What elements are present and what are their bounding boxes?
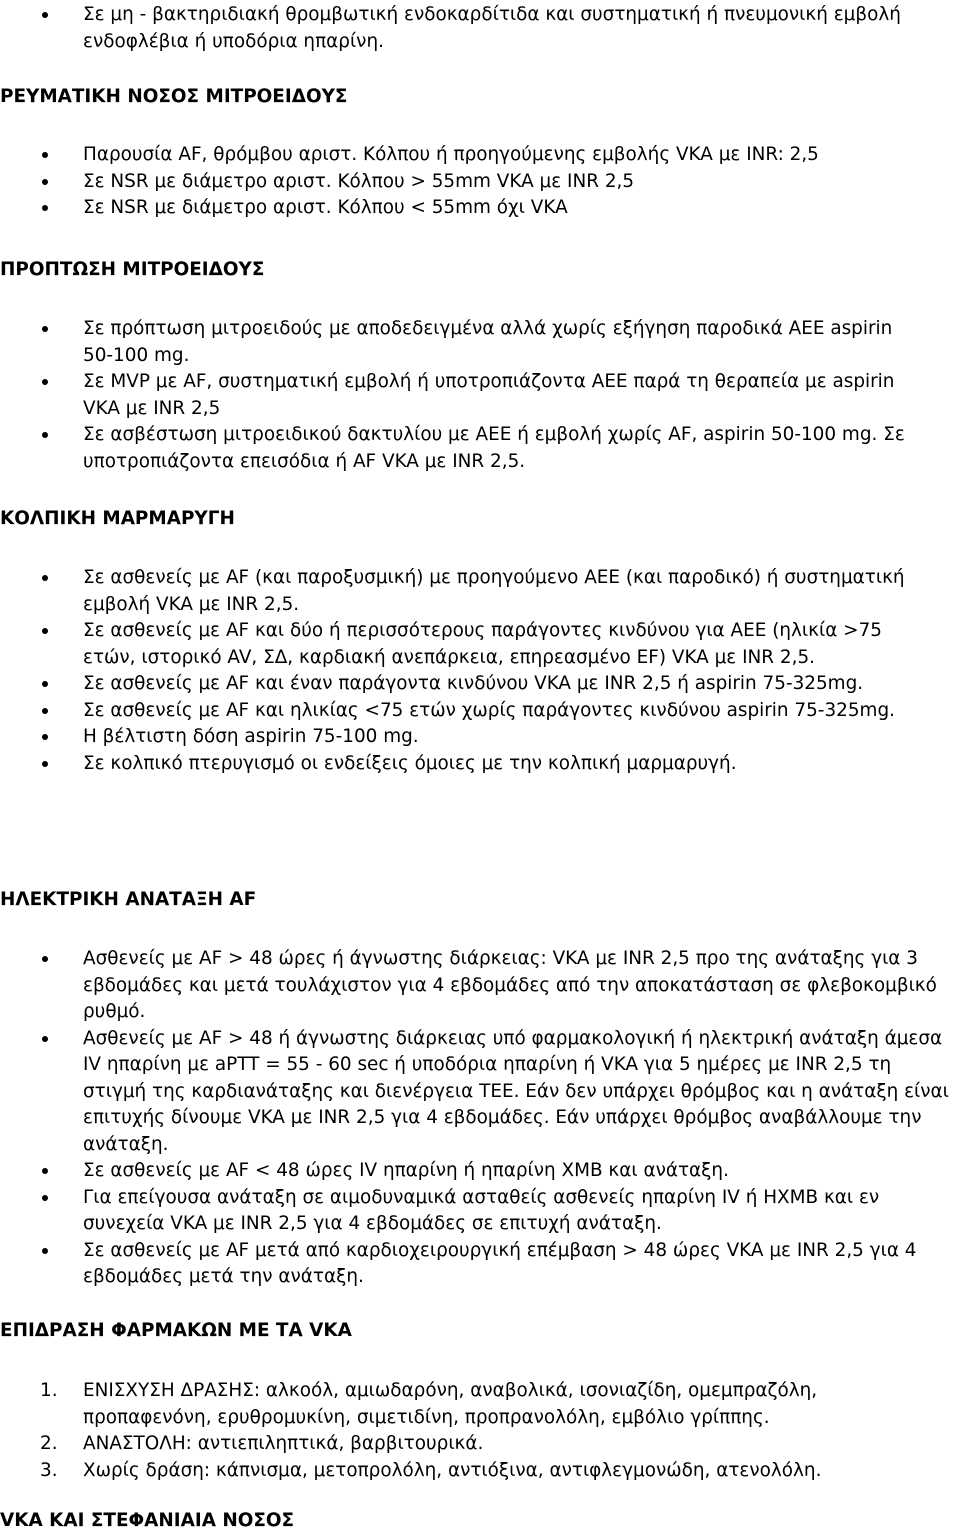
- list-item: Σε ασθενείς με AF και ηλικίας <75 ετών χωρίς παράγοντες κινδύνου aspirin 75-325mg.: [0, 698, 930, 725]
- heading-electrical-cardioversion: ΗΛΕΚΤΡΙΚΗ ΑΝΑΤΑΞΗ AF: [0, 889, 257, 910]
- list-mitral-prolapse: [0, 316, 928, 475]
- list-item: [0, 1458, 930, 1485]
- item-text: ΕΝΙΣΧΥΣΗ ΔΡΑΣΗΣ: αλκοόλ, αμιωδαρόνη, αναβολικά, ισονιαζίδη, ομεμπραζόλη, προπαφενόνη, ερυθρομυκίνη, σιμετιδίνη, προπρανολόλη, εμβόλιο γρίππης.: [83, 1380, 818, 1428]
- list-item: Σε πρόπτωση μιτροειδούς με αποδεδειγμένα αλλά χωρίς εξήγηση παροδικά ΑΕΕ aspirin 50-100 mg.: [0, 316, 928, 369]
- list-item: Σε ασθενείς με AF (και παροξυσμική) με προηγούμενο ΑΕΕ (και παροδικό) ή συστηματική εμβολή VKA με INR 2,5.: [0, 565, 930, 618]
- list-item: [0, 1378, 930, 1431]
- item-number: 2.: [40, 1433, 58, 1454]
- heading-atrial-fibrillation: ΚΟΛΠΙΚΗ ΜΑΡΜΑΡΥΓΗ: [0, 508, 235, 529]
- list-item: Σε ασθενείς με AF < 48 ώρες IV ηπαρίνη ή ηπαρίνη ΧΜΒ και ανάταξη.: [0, 1158, 960, 1185]
- list-item: Σε ασθενείς με AF και δύο ή περισσότερους παράγοντες κινδύνου για ΑΕΕ (ηλικία >75 ετών, ιστορικό AV, ΣΔ, καρδιακή ανεπάρκεια, επηρεασμένο EF) VKA με INR 2,5.: [0, 618, 930, 671]
- heading-vka-coronary: VKA ΚΑΙ ΣΤΕΦΑΝΙΑΙΑ ΝΟΣΟΣ: [0, 1510, 295, 1531]
- list-electrical-cardioversion: [0, 946, 960, 1291]
- list-item: [0, 1431, 930, 1458]
- list-item: Σε MVP με AF, συστηματική εμβολή ή υποτροπιάζοντα ΑΕΕ παρά τη θεραπεία με aspirin VKA με INR 2,5: [0, 369, 928, 422]
- heading-drug-interactions: ΕΠΙΔΡΑΣΗ ΦΑΡΜΑΚΩΝ ΜΕ ΤΑ VKA: [0, 1320, 352, 1341]
- item-number: 3.: [40, 1459, 58, 1481]
- item-text: Χωρίς δράση: κάπνισμα, μετοπρολόλη, αντιόξινα, αντιφλεγμονώδη, ατενολόλη.: [83, 1459, 822, 1481]
- list-item: Σε NSR με διάμετρο αριστ. Κόλπου > 55mm VKA με INR 2,5: [0, 169, 930, 196]
- list-item: Ασθενείς με AF > 48 ώρες ή άγνωστης διάρκειας: VKA με INR 2,5 προ της ανάταξης για 3 εβδομάδες και μετά τουλάχιστον για 4 εβδομάδες από την αποκατάσταση σε φλεβοκομβικό ρυθμό.: [0, 946, 960, 1026]
- list-item: Παρουσία AF, θρόμβου αριστ. Κόλπου ή προηγούμενης εμβολής VKA με INR: 2,5: [0, 142, 930, 169]
- list-item: Σε κολπικό πτερυγισμό οι ενδείξεις όμοιες με την κολπική μαρμαρυγή.: [0, 751, 930, 778]
- list-drug-interactions: [0, 1378, 930, 1484]
- heading-rheumatic-mitral: ΡΕΥΜΑΤΙΚΗ ΝΟΣΟΣ ΜΙΤΡΟΕΙΔΟΥΣ: [0, 86, 348, 107]
- list-embolism: [0, 2, 930, 55]
- heading-mitral-prolapse: ΠΡΟΠΤΩΣΗ ΜΙΤΡΟΕΙΔΟΥΣ: [0, 259, 265, 280]
- list-item: Η βέλτιστη δόση aspirin 75-100 mg.: [0, 724, 930, 751]
- list-rheumatic-mitral: [0, 142, 930, 222]
- list-item: Σε ασθενείς με AF μετά από καρδιοχειρουργική επέμβαση > 48 ώρες VKA με INR 2,5 για 4 εβδομάδες μετά την ανάταξη.: [0, 1238, 960, 1291]
- list-item: Σε μη - βακτηριδιακή θρομβωτική ενδοκαρδίτιδα και συστηματική ή πνευμονική εμβολή ενδοφλέβια ή υποδόρια ηπαρίνη.: [0, 2, 930, 55]
- list-atrial-fibrillation: [0, 565, 930, 777]
- item-number: 1.: [40, 1380, 58, 1401]
- item-text: ΑΝΑΣΤΟΛΗ: αντιεπιληπτικά, βαρβιτουρικά.: [83, 1433, 484, 1454]
- list-item: Σε NSR με διάμετρο αριστ. Κόλπου < 55mm όχι VKA: [0, 195, 930, 222]
- list-item: Σε ασθενείς με AF και έναν παράγοντα κινδύνου VKA με INR 2,5 ή aspirin 75-325mg.: [0, 671, 930, 698]
- list-item: Ασθενείς με AF > 48 ή άγνωστης διάρκειας υπό φαρμακολογική ή ηλεκτρική ανάταξη άμεσα IV ηπαρίνη με aPTT = 55 - 60 sec ή υποδόρια ηπαρίνη ή VKA για 5 ημέρες με INR 2,5 τη στιγμή της καρδιανάταξης και διενέργεια ΤΕΕ. Εάν δεν υπάρχει θρόμβος και η ανάταξη είναι επιτυχής δίνουμε VKA με INR 2,5 για 4 εβδομάδες. Εάν υπάρχει θρόμβος αναβάλλουμε την ανάταξη.: [0, 1026, 960, 1159]
- list-item: Σε ασβέστωση μιτροειδικού δακτυλίου με ΑΕΕ ή εμβολή χωρίς AF, aspirin 50-100 mg. Σε υποτροπιάζοντα επεισόδια ή AF VKA με INR 2,5.: [0, 422, 928, 475]
- list-item: Για επείγουσα ανάταξη σε αιμοδυναμικά ασταθείς ασθενείς ηπαρίνη IV ή ΗΧΜΒ και εν συνεχεία VKA με INR 2,5 για 4 εβδομάδες σε επιτυχή ανάταξη.: [0, 1185, 960, 1238]
